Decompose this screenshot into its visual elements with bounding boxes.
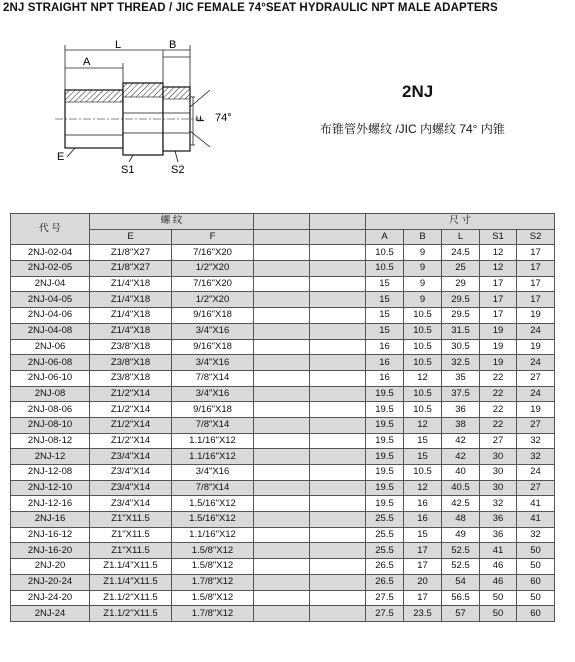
- cell-code: 2NJ-08-10: [11, 417, 90, 433]
- cell-a: 25.5: [366, 512, 404, 528]
- cell-code: 2NJ-08: [11, 386, 90, 402]
- cell-a: 19.5: [366, 449, 404, 465]
- cell-f: 1/2"X20: [172, 292, 254, 308]
- cell-f: 7/8"X14: [172, 370, 254, 386]
- table-row: [11, 323, 555, 339]
- cell-s1: 19: [480, 355, 517, 371]
- cell-l: 30.5: [442, 339, 480, 355]
- cell-e: Z1/2"X14: [90, 402, 172, 418]
- cell-f: 1.1/16"X12: [172, 527, 254, 543]
- cell-s1: 19: [480, 339, 517, 355]
- label-S2: S2: [171, 164, 185, 176]
- cell-l: 52.5: [442, 543, 480, 559]
- cell-s1: 27: [480, 433, 517, 449]
- cell-code: 2NJ-06-10: [11, 370, 90, 386]
- cell-b: 10.5: [404, 308, 442, 324]
- cell-s1: 17: [480, 292, 517, 308]
- cell-s2: 41: [517, 512, 555, 528]
- cell-empty-a: [254, 323, 310, 339]
- cell-f: 1.1/16"X12: [172, 433, 254, 449]
- cell-code: 2NJ-12-10: [11, 480, 90, 496]
- table-row: [11, 308, 555, 324]
- cell-e: Z1/4"X18: [90, 292, 172, 308]
- cell-code: 2NJ-16-12: [11, 527, 90, 543]
- cell-empty-b: [310, 261, 366, 277]
- cell-s1: 36: [480, 512, 517, 528]
- cell-a: 27.5: [366, 606, 404, 622]
- cell-empty-a: [254, 386, 310, 402]
- table-row: [11, 276, 555, 292]
- cell-empty-b: [310, 512, 366, 528]
- cell-empty-b: [310, 433, 366, 449]
- cell-b: 12: [404, 480, 442, 496]
- cell-s1: 30: [480, 465, 517, 481]
- cell-empty-b: [310, 417, 366, 433]
- spec-table: [10, 213, 555, 622]
- cell-e: Z3/4"X14: [90, 465, 172, 481]
- cell-empty-a: [254, 527, 310, 543]
- cell-code: 2NJ-16: [11, 512, 90, 528]
- cell-f: 3/4"X16: [172, 323, 254, 339]
- cell-code: 2NJ-02-04: [11, 245, 90, 261]
- cell-s1: 46: [480, 559, 517, 575]
- cell-s2: 17: [517, 261, 555, 277]
- cell-l: 31.5: [442, 323, 480, 339]
- cell-s2: 17: [517, 276, 555, 292]
- cell-l: 24.5: [442, 245, 480, 261]
- table-row: [11, 261, 555, 277]
- cell-s2: 17: [517, 292, 555, 308]
- cell-f: 1.5/8"X12: [172, 590, 254, 606]
- cell-b: 9: [404, 292, 442, 308]
- cell-empty-a: [254, 465, 310, 481]
- cell-empty-a: [254, 261, 310, 277]
- table-row: [11, 449, 555, 465]
- cell-s2: 27: [517, 370, 555, 386]
- cell-b: 10.5: [404, 355, 442, 371]
- cell-l: 40.5: [442, 480, 480, 496]
- header-empty-1: [254, 214, 310, 230]
- cell-f: 3/4"X16: [172, 465, 254, 481]
- table-row: [11, 543, 555, 559]
- cell-empty-b: [310, 370, 366, 386]
- cell-empty-b: [310, 449, 366, 465]
- table-row: [11, 465, 555, 481]
- cell-l: 36: [442, 402, 480, 418]
- table-row: [11, 512, 555, 528]
- cell-s1: 41: [480, 543, 517, 559]
- header-F: F: [172, 229, 254, 245]
- cell-a: 10.5: [366, 261, 404, 277]
- cell-s1: 50: [480, 590, 517, 606]
- cell-s2: 19: [517, 339, 555, 355]
- cell-l: 40: [442, 465, 480, 481]
- cell-empty-a: [254, 606, 310, 622]
- cell-f: 9/16"X18: [172, 402, 254, 418]
- page-title: 2NJ STRAIGHT NPT THREAD / JIC FEMALE 74°SEAT HYDRAULIC NPT MALE ADAPTERS: [3, 2, 498, 14]
- header-B: B: [404, 229, 442, 245]
- cell-s1: 32: [480, 496, 517, 512]
- cell-code: 2NJ-04-08: [11, 323, 90, 339]
- cell-empty-b: [310, 292, 366, 308]
- cell-l: 52.5: [442, 559, 480, 575]
- cell-empty-a: [254, 370, 310, 386]
- cell-s1: 36: [480, 527, 517, 543]
- cell-s2: 27: [517, 480, 555, 496]
- label-L: L: [115, 39, 122, 51]
- cell-code: 2NJ-12-16: [11, 496, 90, 512]
- header-S2: S2: [517, 229, 555, 245]
- header-S1: S1: [480, 229, 517, 245]
- cell-code: 2NJ-06: [11, 339, 90, 355]
- cell-a: 26.5: [366, 559, 404, 575]
- cell-b: 20: [404, 574, 442, 590]
- cell-s1: 17: [480, 276, 517, 292]
- cell-b: 15: [404, 433, 442, 449]
- cell-b: 10.5: [404, 323, 442, 339]
- cell-e: Z1"X11.5: [90, 512, 172, 528]
- table-row: [11, 606, 555, 622]
- cell-f: 1.5/16"X12: [172, 496, 254, 512]
- cell-empty-a: [254, 496, 310, 512]
- table-row: [11, 417, 555, 433]
- cell-e: Z1/4"X18: [90, 276, 172, 292]
- table-row: [11, 496, 555, 512]
- cell-empty-b: [310, 308, 366, 324]
- cell-a: 19.5: [366, 417, 404, 433]
- cell-a: 26.5: [366, 574, 404, 590]
- header-E: E: [90, 229, 172, 245]
- cell-empty-a: [254, 559, 310, 575]
- cell-l: 29.5: [442, 308, 480, 324]
- cell-code: 2NJ-04-05: [11, 292, 90, 308]
- cell-s1: 22: [480, 370, 517, 386]
- cell-a: 19.5: [366, 496, 404, 512]
- cell-s2: 24: [517, 465, 555, 481]
- cell-e: Z3/8"X18: [90, 370, 172, 386]
- cell-a: 25.5: [366, 527, 404, 543]
- table-row: [11, 480, 555, 496]
- cell-b: 15: [404, 527, 442, 543]
- cell-f: 1.7/8"X12: [172, 574, 254, 590]
- cell-l: 38: [442, 417, 480, 433]
- cell-f: 9/16"X18: [172, 339, 254, 355]
- cell-empty-b: [310, 245, 366, 261]
- cell-e: Z1/2"X14: [90, 417, 172, 433]
- cell-l: 56.5: [442, 590, 480, 606]
- cell-empty-a: [254, 590, 310, 606]
- cell-code: 2NJ-08-12: [11, 433, 90, 449]
- cell-f: 7/8"X14: [172, 417, 254, 433]
- cell-s2: 24: [517, 323, 555, 339]
- cell-b: 23.5: [404, 606, 442, 622]
- cell-s2: 50: [517, 543, 555, 559]
- cell-empty-b: [310, 559, 366, 575]
- label-E: E: [57, 151, 65, 163]
- label-angle: 74°: [215, 112, 232, 124]
- cell-s1: 12: [480, 245, 517, 261]
- cell-b: 17: [404, 543, 442, 559]
- cell-code: 2NJ-06-08: [11, 355, 90, 371]
- description: 布锥管外螺纹 /JIC 内螺纹 74° 内锥: [320, 122, 505, 136]
- cell-code: 2NJ-20: [11, 559, 90, 575]
- cell-empty-b: [310, 606, 366, 622]
- cell-a: 10.5: [366, 245, 404, 261]
- cell-a: 19.5: [366, 433, 404, 449]
- header-empty-4: [310, 229, 366, 245]
- cell-empty-b: [310, 527, 366, 543]
- cell-empty-a: [254, 433, 310, 449]
- cell-f: 7/16"X20: [172, 245, 254, 261]
- cell-e: Z1/8"X27: [90, 261, 172, 277]
- header-code: 代 号: [11, 214, 90, 245]
- cell-b: 12: [404, 370, 442, 386]
- cell-s1: 12: [480, 261, 517, 277]
- cell-b: 9: [404, 276, 442, 292]
- label-B: B: [169, 39, 177, 51]
- cell-empty-a: [254, 276, 310, 292]
- cell-s1: 22: [480, 386, 517, 402]
- cell-e: Z3/8"X18: [90, 339, 172, 355]
- cell-s2: 60: [517, 574, 555, 590]
- cell-s1: 30: [480, 449, 517, 465]
- table-row: [11, 527, 555, 543]
- cell-e: Z3/4"X14: [90, 480, 172, 496]
- header-size: 尺 寸: [366, 214, 555, 230]
- cell-empty-b: [310, 590, 366, 606]
- cell-empty-a: [254, 417, 310, 433]
- cell-empty-a: [254, 512, 310, 528]
- cell-l: 42: [442, 433, 480, 449]
- cell-empty-a: [254, 245, 310, 261]
- cell-empty-b: [310, 355, 366, 371]
- cell-empty-a: [254, 543, 310, 559]
- cell-empty-b: [310, 480, 366, 496]
- cell-empty-b: [310, 496, 366, 512]
- cell-code: 2NJ-08-06: [11, 402, 90, 418]
- header-empty-3: [254, 229, 310, 245]
- table-row: [11, 245, 555, 261]
- cell-e: Z1/8"X27: [90, 245, 172, 261]
- table-row: [11, 559, 555, 575]
- cell-l: 29.5: [442, 292, 480, 308]
- cell-empty-a: [254, 292, 310, 308]
- cell-empty-b: [310, 339, 366, 355]
- cell-a: 19.5: [366, 480, 404, 496]
- cell-s2: 50: [517, 590, 555, 606]
- cell-b: 9: [404, 245, 442, 261]
- cell-b: 17: [404, 590, 442, 606]
- header-A: A: [366, 229, 404, 245]
- cell-code: 2NJ-04-06: [11, 308, 90, 324]
- cell-s2: 17: [517, 245, 555, 261]
- cell-e: Z1/2"X14: [90, 386, 172, 402]
- cell-l: 57: [442, 606, 480, 622]
- cell-s2: 19: [517, 402, 555, 418]
- cell-s2: 32: [517, 449, 555, 465]
- cell-f: 1.1/16"X12: [172, 449, 254, 465]
- cell-e: Z1.1/2"X11.5: [90, 606, 172, 622]
- model-code: 2NJ: [402, 82, 434, 101]
- cell-l: 49: [442, 527, 480, 543]
- label-F: F: [195, 115, 207, 122]
- cell-b: 17: [404, 559, 442, 575]
- cell-code: 2NJ-24-20: [11, 590, 90, 606]
- cell-a: 19.5: [366, 386, 404, 402]
- cell-s1: 19: [480, 323, 517, 339]
- cell-code: 2NJ-02-05: [11, 261, 90, 277]
- cell-a: 15: [366, 292, 404, 308]
- cell-s2: 60: [517, 606, 555, 622]
- cell-f: 7/8"X14: [172, 480, 254, 496]
- cell-a: 16: [366, 370, 404, 386]
- cell-a: 27.5: [366, 590, 404, 606]
- table-row: [11, 355, 555, 371]
- cell-a: 19.5: [366, 402, 404, 418]
- table-row: [11, 292, 555, 308]
- cell-f: 1/2"X20: [172, 261, 254, 277]
- cell-a: 15: [366, 323, 404, 339]
- cell-s2: 24: [517, 355, 555, 371]
- table-row: [11, 386, 555, 402]
- cell-s1: 46: [480, 574, 517, 590]
- cell-empty-a: [254, 355, 310, 371]
- cell-f: 1.5/8"X12: [172, 543, 254, 559]
- cell-empty-b: [310, 543, 366, 559]
- cell-e: Z3/4"X14: [90, 496, 172, 512]
- cell-s2: 24: [517, 386, 555, 402]
- cell-l: 35: [442, 370, 480, 386]
- cell-code: 2NJ-12-08: [11, 465, 90, 481]
- cell-e: Z1.1/4"X11.5: [90, 559, 172, 575]
- cell-code: 2NJ-20-24: [11, 574, 90, 590]
- cell-empty-b: [310, 276, 366, 292]
- cell-empty-b: [310, 465, 366, 481]
- cell-s2: 41: [517, 496, 555, 512]
- cell-l: 32.5: [442, 355, 480, 371]
- cell-s1: 30: [480, 480, 517, 496]
- cell-f: 1.7/8"X12: [172, 606, 254, 622]
- header-empty-2: [310, 214, 366, 230]
- cell-empty-b: [310, 402, 366, 418]
- cell-b: 15: [404, 449, 442, 465]
- cell-empty-b: [310, 386, 366, 402]
- header-L: L: [442, 229, 480, 245]
- cell-empty-a: [254, 402, 310, 418]
- cell-empty-a: [254, 480, 310, 496]
- cell-code: 2NJ-04: [11, 276, 90, 292]
- cell-l: 42.5: [442, 496, 480, 512]
- cell-e: Z1/4"X18: [90, 308, 172, 324]
- cell-code: 2NJ-12: [11, 449, 90, 465]
- cell-empty-a: [254, 339, 310, 355]
- cell-a: 16: [366, 339, 404, 355]
- cell-code: 2NJ-16-20: [11, 543, 90, 559]
- cell-s1: 50: [480, 606, 517, 622]
- cell-empty-b: [310, 323, 366, 339]
- cell-l: 42: [442, 449, 480, 465]
- cell-f: 3/4"X16: [172, 355, 254, 371]
- cell-b: 10.5: [404, 465, 442, 481]
- cell-s2: 50: [517, 559, 555, 575]
- cell-f: 3/4"X16: [172, 386, 254, 402]
- cell-l: 29: [442, 276, 480, 292]
- cell-code: 2NJ-24: [11, 606, 90, 622]
- cell-a: 15: [366, 276, 404, 292]
- cell-s2: 27: [517, 417, 555, 433]
- cell-f: 1.5/8"X12: [172, 559, 254, 575]
- cell-empty-a: [254, 449, 310, 465]
- table-row: [11, 339, 555, 355]
- cell-a: 19.5: [366, 465, 404, 481]
- cell-l: 48: [442, 512, 480, 528]
- table-row: [11, 402, 555, 418]
- cell-s1: 17: [480, 308, 517, 324]
- cell-s1: 22: [480, 402, 517, 418]
- cell-b: 12: [404, 417, 442, 433]
- cell-f: 1.5/16"X12: [172, 512, 254, 528]
- cell-b: 16: [404, 496, 442, 512]
- cell-s2: 19: [517, 308, 555, 324]
- cell-a: 15: [366, 308, 404, 324]
- cell-e: Z1"X11.5: [90, 527, 172, 543]
- table-row: [11, 433, 555, 449]
- cell-empty-a: [254, 574, 310, 590]
- cell-b: 10.5: [404, 402, 442, 418]
- label-S1: S1: [121, 164, 135, 176]
- cell-s2: 32: [517, 433, 555, 449]
- label-A: A: [83, 56, 91, 68]
- cell-empty-a: [254, 308, 310, 324]
- cell-l: 54: [442, 574, 480, 590]
- cell-s2: 32: [517, 527, 555, 543]
- cell-empty-b: [310, 574, 366, 590]
- cell-e: Z1.1/2"X11.5: [90, 590, 172, 606]
- table-row: [11, 370, 555, 386]
- table-row: [11, 574, 555, 590]
- header-thread: 螺 纹: [90, 214, 254, 230]
- cell-b: 10.5: [404, 386, 442, 402]
- cell-b: 16: [404, 512, 442, 528]
- cell-s1: 22: [480, 417, 517, 433]
- table-header-row-2: [11, 229, 555, 245]
- cell-a: 16: [366, 355, 404, 371]
- cell-b: 9: [404, 261, 442, 277]
- cell-e: Z3/8"X18: [90, 355, 172, 371]
- table-header-row-1: [11, 214, 555, 230]
- cell-f: 7/16"X20: [172, 276, 254, 292]
- cell-l: 25: [442, 261, 480, 277]
- cell-e: Z1/4"X18: [90, 323, 172, 339]
- cell-e: Z3/4"X14: [90, 449, 172, 465]
- cell-e: Z1/2"X14: [90, 433, 172, 449]
- cell-l: 37.5: [442, 386, 480, 402]
- cell-f: 9/16"X18: [172, 308, 254, 324]
- cell-e: Z1"X11.5: [90, 543, 172, 559]
- cell-b: 10.5: [404, 339, 442, 355]
- adapter-drawing: [45, 35, 245, 180]
- cell-e: Z1.1/4"X11.5: [90, 574, 172, 590]
- cell-a: 25.5: [366, 543, 404, 559]
- table-row: [11, 590, 555, 606]
